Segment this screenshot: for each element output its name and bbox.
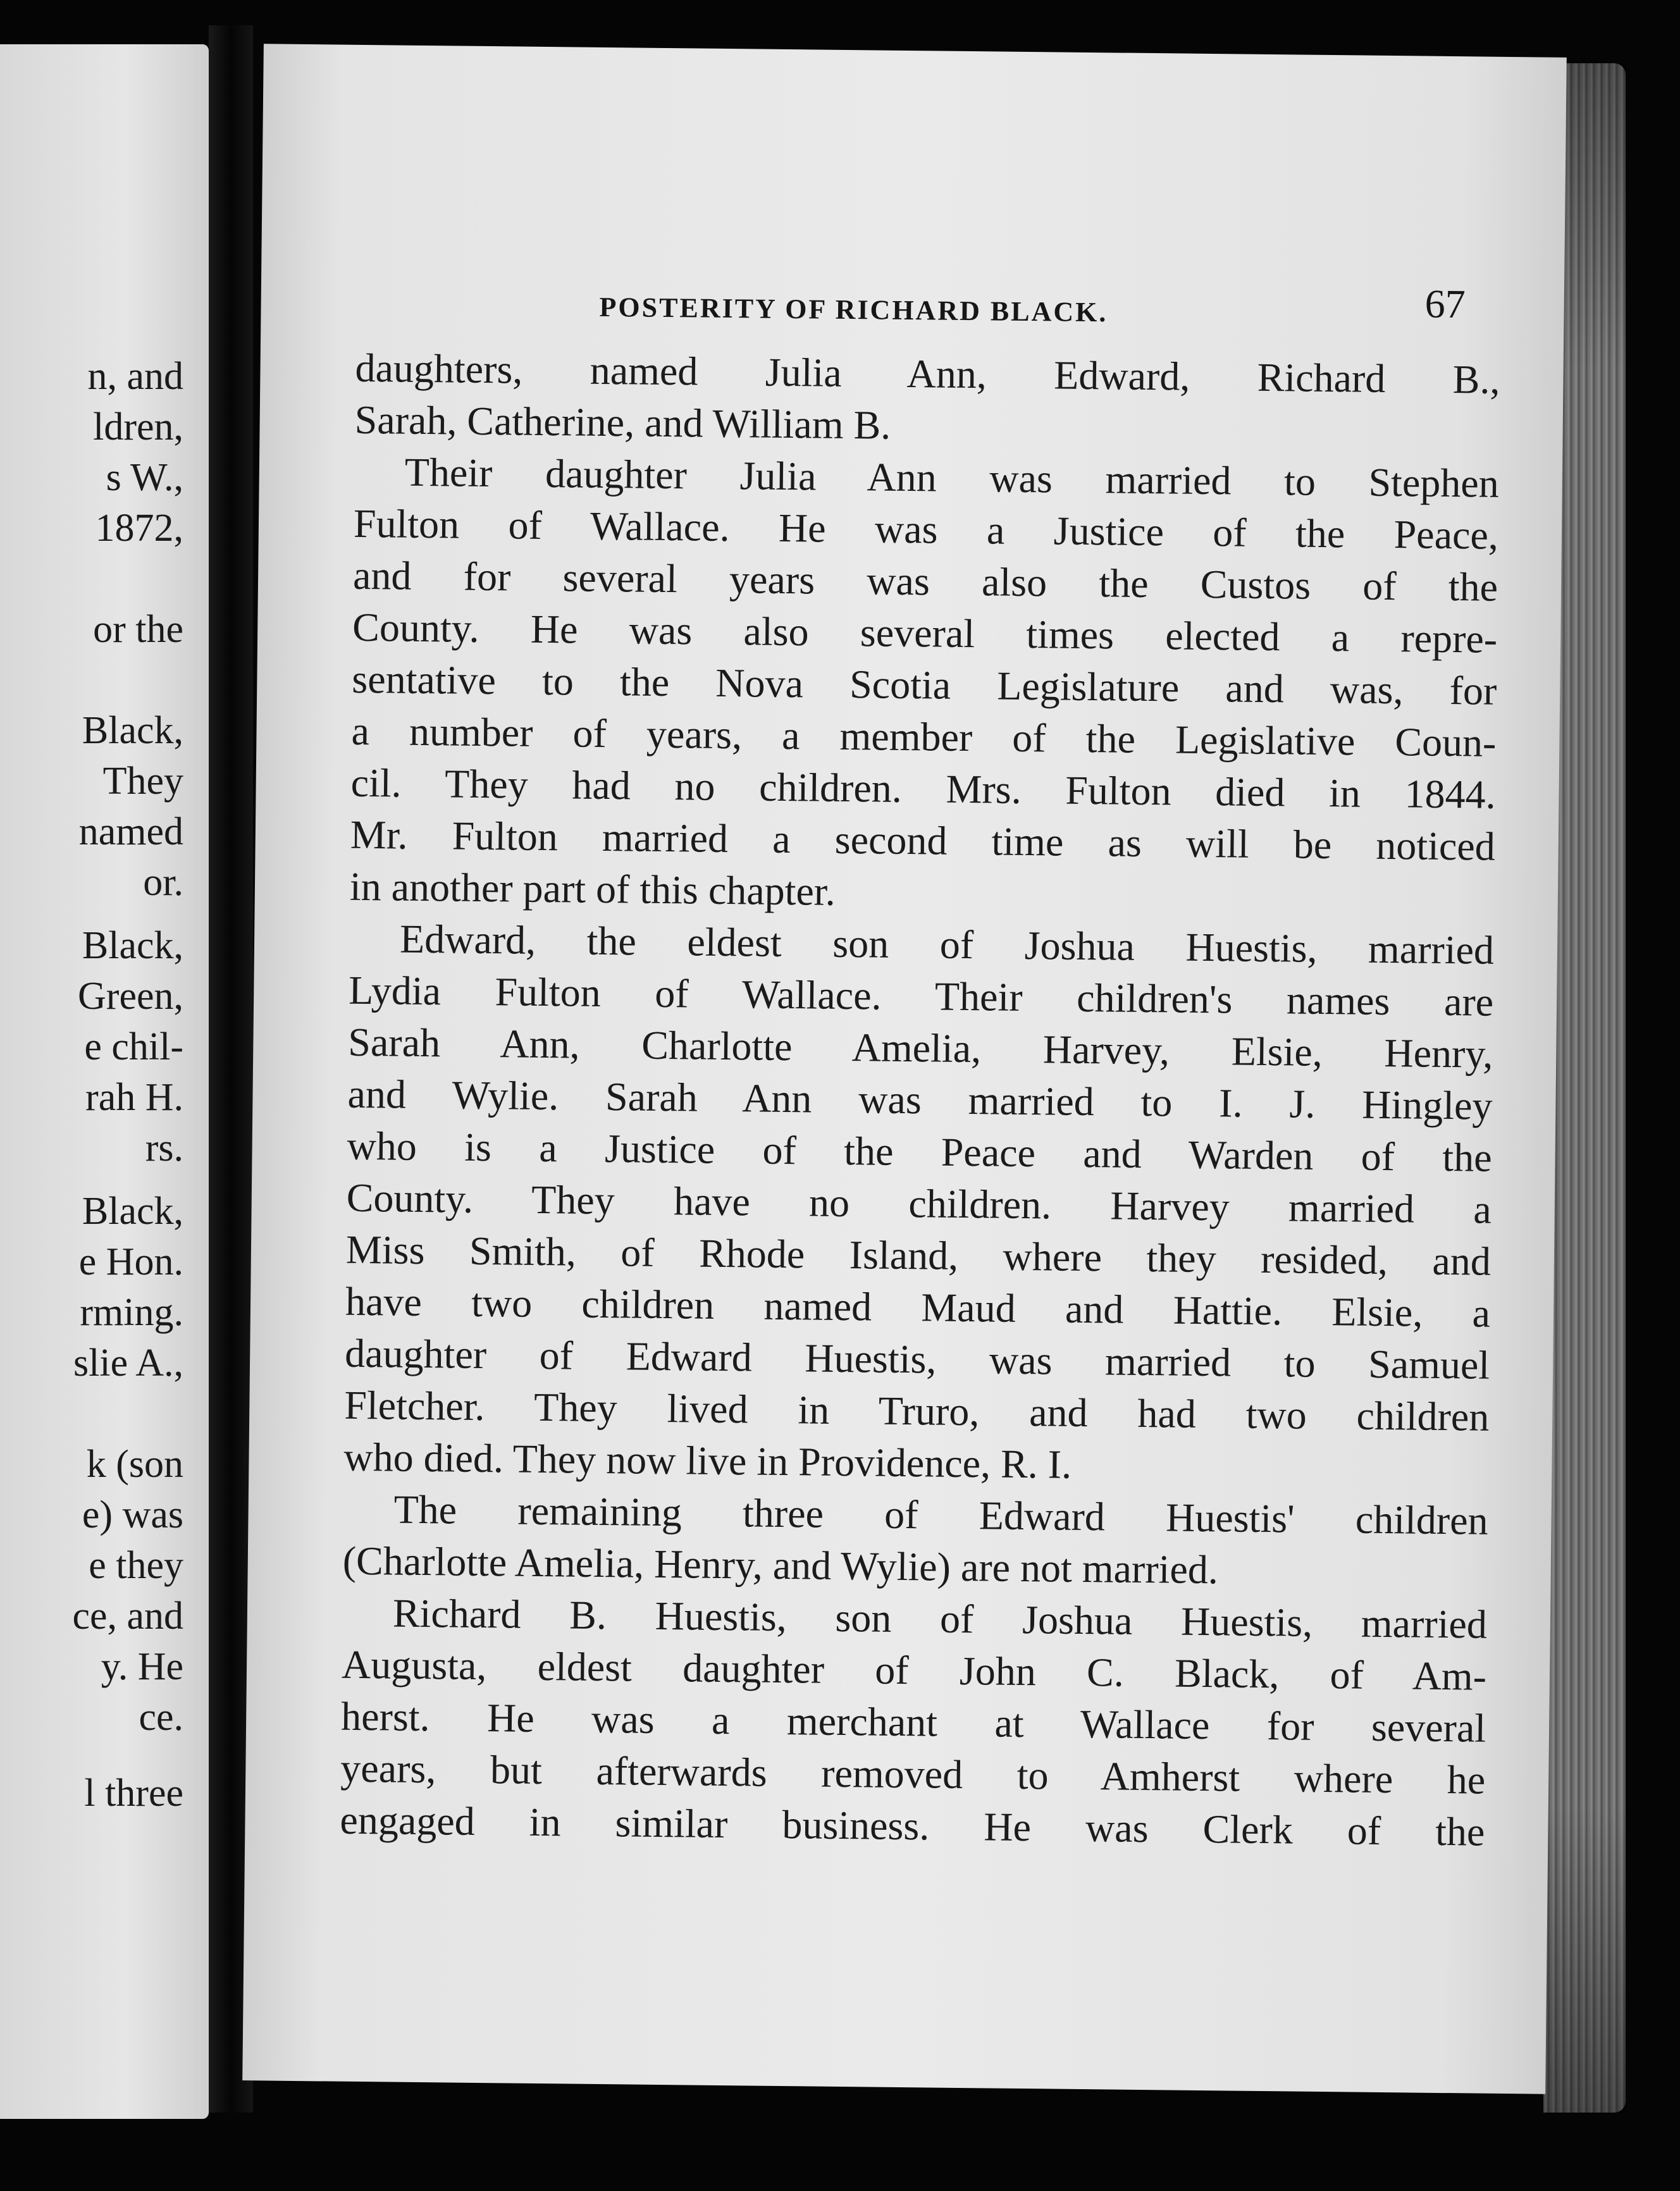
- text-line: Their daughter Julia Ann was married to Stephen: [404, 449, 1500, 506]
- text-line: Fulton of Wallace. He was a Justice of the Peace,: [353, 500, 1499, 558]
- previous-page-fragment: e chil-: [84, 1025, 183, 1068]
- previous-page-fragment: rah H.: [85, 1076, 183, 1119]
- text-line: and Wylie. Sarah Ann was married to I. J. Hingley: [347, 1071, 1493, 1128]
- previous-page-fragment: rming.: [80, 1291, 183, 1334]
- previous-page-fragment: slie A.,: [73, 1342, 183, 1385]
- text-line: The remaining three of Edward Huestis' children: [393, 1486, 1488, 1543]
- previous-page-fragment: 1872,: [95, 507, 183, 550]
- text-line: who is a Justice of the Peace and Warden of the: [347, 1123, 1492, 1180]
- previous-page-fragment: Black,: [82, 1190, 183, 1233]
- text-line: cil. They had no children. Mrs. Fulton died in 1844.: [350, 760, 1496, 817]
- text-line: years, but afterwards removed to Amherst where he: [340, 1745, 1486, 1803]
- text-line: daughters, named Julia Ann, Edward, Richard B.,: [355, 345, 1500, 402]
- text-line: daughter of Edward Huestis, was married to Samuel: [344, 1330, 1490, 1388]
- previous-page-fragment: named: [78, 810, 183, 853]
- text-line: engaged in similar business. He was Clerk of the: [340, 1797, 1485, 1855]
- text-line: in another part of this chapter.: [349, 863, 836, 914]
- previous-page-fragment: e) was: [82, 1493, 183, 1536]
- previous-page-fragment: ldren,: [93, 405, 183, 448]
- previous-page-fragment: e Hon.: [78, 1240, 183, 1283]
- text-line: Augusta, eldest daughter of John C. Black, of Am-: [341, 1641, 1487, 1699]
- text-line: herst. He was a merchant at Wallace for several: [340, 1693, 1486, 1751]
- previous-page-fragment: or.: [143, 861, 183, 904]
- previous-page-fragment: Green,: [78, 975, 183, 1018]
- text-line: sentative to the Nova Scotia Legislature and was, for: [352, 656, 1497, 713]
- previous-page-fragment: l three: [84, 1772, 183, 1815]
- text-line: Mr. Fulton married a second time as will be noticed: [350, 812, 1496, 869]
- previous-page-fragment: rs.: [145, 1126, 183, 1170]
- previous-page-fragment: Black,: [82, 709, 183, 752]
- page-header: [381, 269, 1520, 345]
- text-line: Miss Smith, of Rhode Island, where they resided, and: [345, 1226, 1492, 1284]
- running-head: POSTERITY OF RICHARD BLACK.: [599, 291, 1108, 328]
- text-line: who died. They now live in Providence, R. I.: [343, 1434, 1072, 1487]
- previous-page-fragment: ce, and: [72, 1595, 183, 1638]
- text-line: (Charlotte Amelia, Henry, and Wylie) are not married.: [342, 1538, 1219, 1593]
- previous-page-fragment: n, and: [87, 355, 183, 398]
- previous-page-fragment: y. He: [101, 1645, 183, 1688]
- text-line: Richard B. Huestis, son of Joshua Huestis, married: [392, 1590, 1488, 1647]
- text-line: Sarah Ann, Charlotte Amelia, Harvey, Elsie, Henry,: [348, 1019, 1493, 1077]
- previous-page-fragment: ce.: [139, 1696, 183, 1739]
- previous-page-fragment: k (son: [86, 1443, 183, 1486]
- text-line: and for several years was also the Custos of the: [352, 552, 1498, 610]
- previous-page-fragment: They: [102, 760, 183, 803]
- book-page: [242, 44, 1567, 2094]
- previous-page-fragment: s W.,: [106, 456, 183, 499]
- text-line: County. He was also several times elected a repre-: [352, 604, 1498, 662]
- body-text: [340, 342, 1500, 1858]
- text-line: Sarah, Catherine, and William B.: [354, 397, 891, 448]
- previous-page: [0, 44, 209, 2119]
- previous-page-fragment: or the: [93, 608, 183, 651]
- previous-page-fragment: Black,: [82, 924, 183, 967]
- text-line: County. They have no children. Harvey married a: [346, 1175, 1492, 1232]
- text-line: have two children named Maud and Hattie. Elsie, a: [345, 1278, 1491, 1336]
- text-line: a number of years, a member of the Legislative Coun-: [351, 708, 1497, 765]
- page-number: 67: [1424, 281, 1466, 327]
- previous-page-fragment: e they: [89, 1544, 183, 1587]
- text-line: Edward, the eldest son of Joshua Huestis, married: [399, 916, 1495, 973]
- text-line: Lydia Fulton of Wallace. Their children's names are: [348, 967, 1494, 1025]
- text-line: Fletcher. They lived in Truro, and had two children: [344, 1382, 1490, 1440]
